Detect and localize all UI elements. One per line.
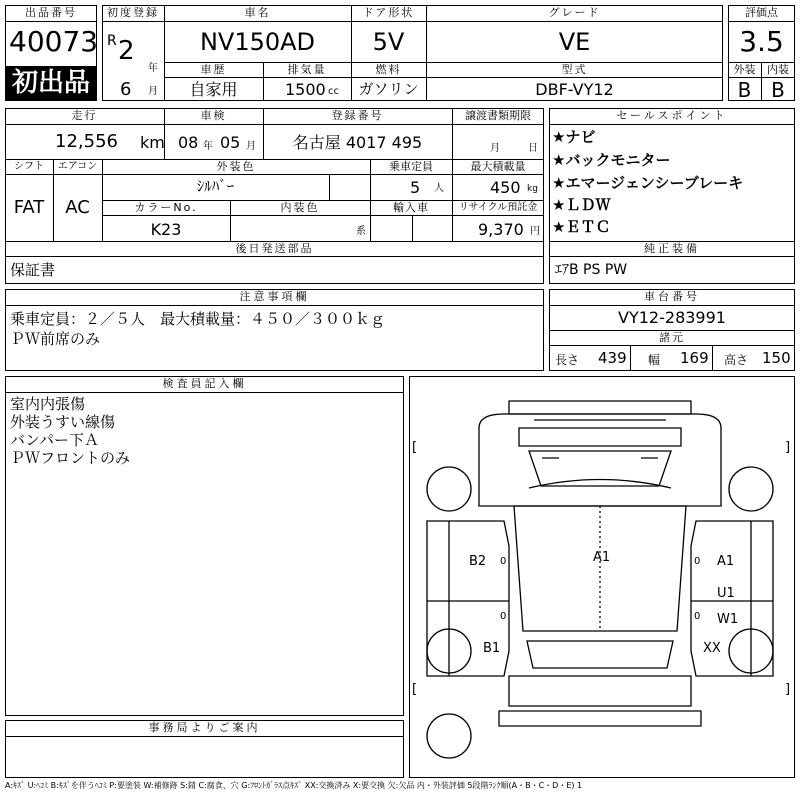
color: ｼﾙﾊﾞｰ [196,177,235,195]
sales-point-item: ★ＬＤＷ [552,196,611,214]
displacement-unit: cc [328,86,339,97]
reg-month: 6 [120,79,132,100]
ac-label: エアコン [57,161,98,172]
interior-color-unit: 系 [356,226,366,237]
recycle-unit: 円 [530,226,540,237]
interior-color-label: 内装色 [280,201,320,214]
inspector-line: 外装うすい線傷 [10,413,116,431]
rear-window-outline [527,641,673,668]
load-unit: kg [527,184,538,194]
capacity: 5 [410,178,421,197]
interior-label: 内装 [767,63,789,76]
load: 450 [490,178,521,197]
displacement: 1500 [285,80,326,99]
lot-label: 出品番号 [25,6,77,19]
model: DBF-VY12 [535,80,614,99]
height-label: 高さ [724,353,749,367]
inspector-line: バンパー下Ａ [10,431,99,449]
lot-number: 40073 [9,25,99,58]
damage-mark-right-rear-door-2: W1 [717,612,739,627]
damage-mark-left-quarter: B1 [483,641,501,656]
hood-outline [519,428,681,446]
color-no: K23 [150,220,182,239]
first-reg-label: 初度登録 [107,6,159,19]
notes-line: ＰＷ前席のみ [10,330,101,348]
reg-year: 2 [118,36,135,66]
length: 439 [598,349,627,367]
shift-label: シフト [14,161,44,172]
exterior-label: 外装 [733,63,756,76]
shift: FAT [13,197,45,218]
windshield-outline [529,451,671,486]
damage-mark-right-quarter: XX [703,641,721,656]
front-left-wheel [427,467,471,511]
door-handle-mark: 0 [694,556,701,567]
bracket-rear-right: ] [785,682,791,697]
fuel-label: 燃料 [375,63,402,76]
sales-point-item: ★ナビ [552,128,596,146]
rear-body-outline [509,676,691,706]
inspection-month: 05 [220,133,241,152]
mileage: 12,556 [55,131,118,152]
month-unit: 月 [148,86,158,97]
width-label: 幅 [648,353,661,367]
equipment-title: 純正装備 [644,242,700,255]
bracket-front-right: ] [785,440,791,455]
damage-mark-right-rear-door-1: U1 [717,586,735,601]
equipment: ｴｱB PS PW [555,262,628,278]
damage-mark-roof: A1 [593,550,611,565]
import-label: 輸入車 [393,201,429,214]
inspector-line: 室内内張傷 [10,395,86,413]
score: 3.5 [739,25,784,58]
interior-grade: B [771,78,785,102]
door: 5V [372,28,405,56]
grade-label: グレード [548,6,601,19]
height: 150 [762,349,791,367]
car-name: NV150AD [199,28,316,56]
later-parts: 保証書 [10,261,56,279]
score-label: 評価点 [745,6,778,19]
history-label: 車歴 [200,63,227,76]
chassis-title: 車台番号 [644,290,700,303]
front-bumper-outline [509,401,691,414]
inspector-line: ＰＷフロントのみ [10,449,131,467]
fuel: ガソリン [358,80,419,98]
damage-mark-left-front-door: B2 [469,554,487,569]
sales-point-item: ★ＥＴＣ [552,218,611,236]
chassis-number: VY12-283991 [618,308,726,327]
door-handle-mark: 0 [500,556,507,567]
sales-point-item: ★バックモニター [552,151,671,169]
car-diagram [409,376,795,778]
notes-title: 注意事項欄 [239,290,310,303]
inspector-title: 検査員記入欄 [162,377,247,390]
length-label: 長さ [555,353,580,367]
model-label: 型式 [561,63,588,76]
recycle-fee: 9,370 [478,220,524,239]
first-listing-badge: 初出品 [6,66,96,100]
era: R [107,33,117,49]
inspection-label: 車検 [200,109,227,122]
plate: 名古屋 4017 495 [292,133,423,152]
later-parts-label: 後日発送部品 [235,242,314,255]
recycle-label: リサイクル預託金 [458,202,538,213]
bracket-front-left: [ [412,440,418,455]
legend: A:ｷｽﾞ U:ﾍｺﾐ B:ｷｽﾞを伴うﾍｺﾐ P:要塗装 W:補修跡 S:錆 C:腐食、穴 G:ﾌﾛﾝﾄｶﾞﾗｽ点ｷｽﾞ XX:交換済み X:要交換 欠:欠品 内・外装評価 5段階ﾗﾝｸ順(A・B・C・D・E) 1 [5,781,583,790]
rear-bumper-outline [499,711,701,726]
inspection-month-unit: 月 [246,141,256,152]
capacity-label: 乗車定員 [389,160,433,173]
front-right-wheel [729,467,773,511]
plate-label: 登録番号 [331,109,384,122]
load-label: 最大積載量 [470,160,526,173]
door-label: ドア形状 [362,6,415,19]
door-handle-mark: 0 [694,611,701,622]
car-name-label: 車名 [244,6,271,19]
inspection-year: 08 [178,133,199,152]
bracket-rear-left: [ [412,682,418,697]
inspection-year-unit: 年 [203,141,213,152]
office-title: 事務局よりご案内 [148,721,261,734]
spec-title: 諸元 [659,331,685,344]
deadline-day: 日 [528,143,538,154]
displacement-label: 排気量 [287,63,327,76]
ac: AC [65,197,90,218]
damage-mark-right-front-door: A1 [717,554,735,569]
deadline-label: 譲渡書類期限 [465,109,531,122]
sales-points-title: セールスポイント [616,109,728,122]
color-no-label: カラーNo. [134,201,198,214]
history: 自家用 [189,80,238,99]
sales-point-item: ★エマージェンシーブレーキ [552,174,744,192]
year-unit: 年 [148,63,158,74]
grade: VE [558,28,591,56]
door-handle-mark: 0 [500,611,507,622]
mileage-label: 走行 [71,109,98,122]
mileage-unit: km [140,133,165,152]
capacity-unit: 人 [434,183,444,194]
color-label: 外装色 [216,160,256,173]
notes-line: 乗車定員：２／５人 最大積載量：４５０／３００ｋｇ [10,310,386,328]
width: 169 [680,349,709,367]
spare-wheel [427,714,471,758]
deadline-month: 月 [490,143,500,154]
exterior-grade: B [737,78,752,102]
